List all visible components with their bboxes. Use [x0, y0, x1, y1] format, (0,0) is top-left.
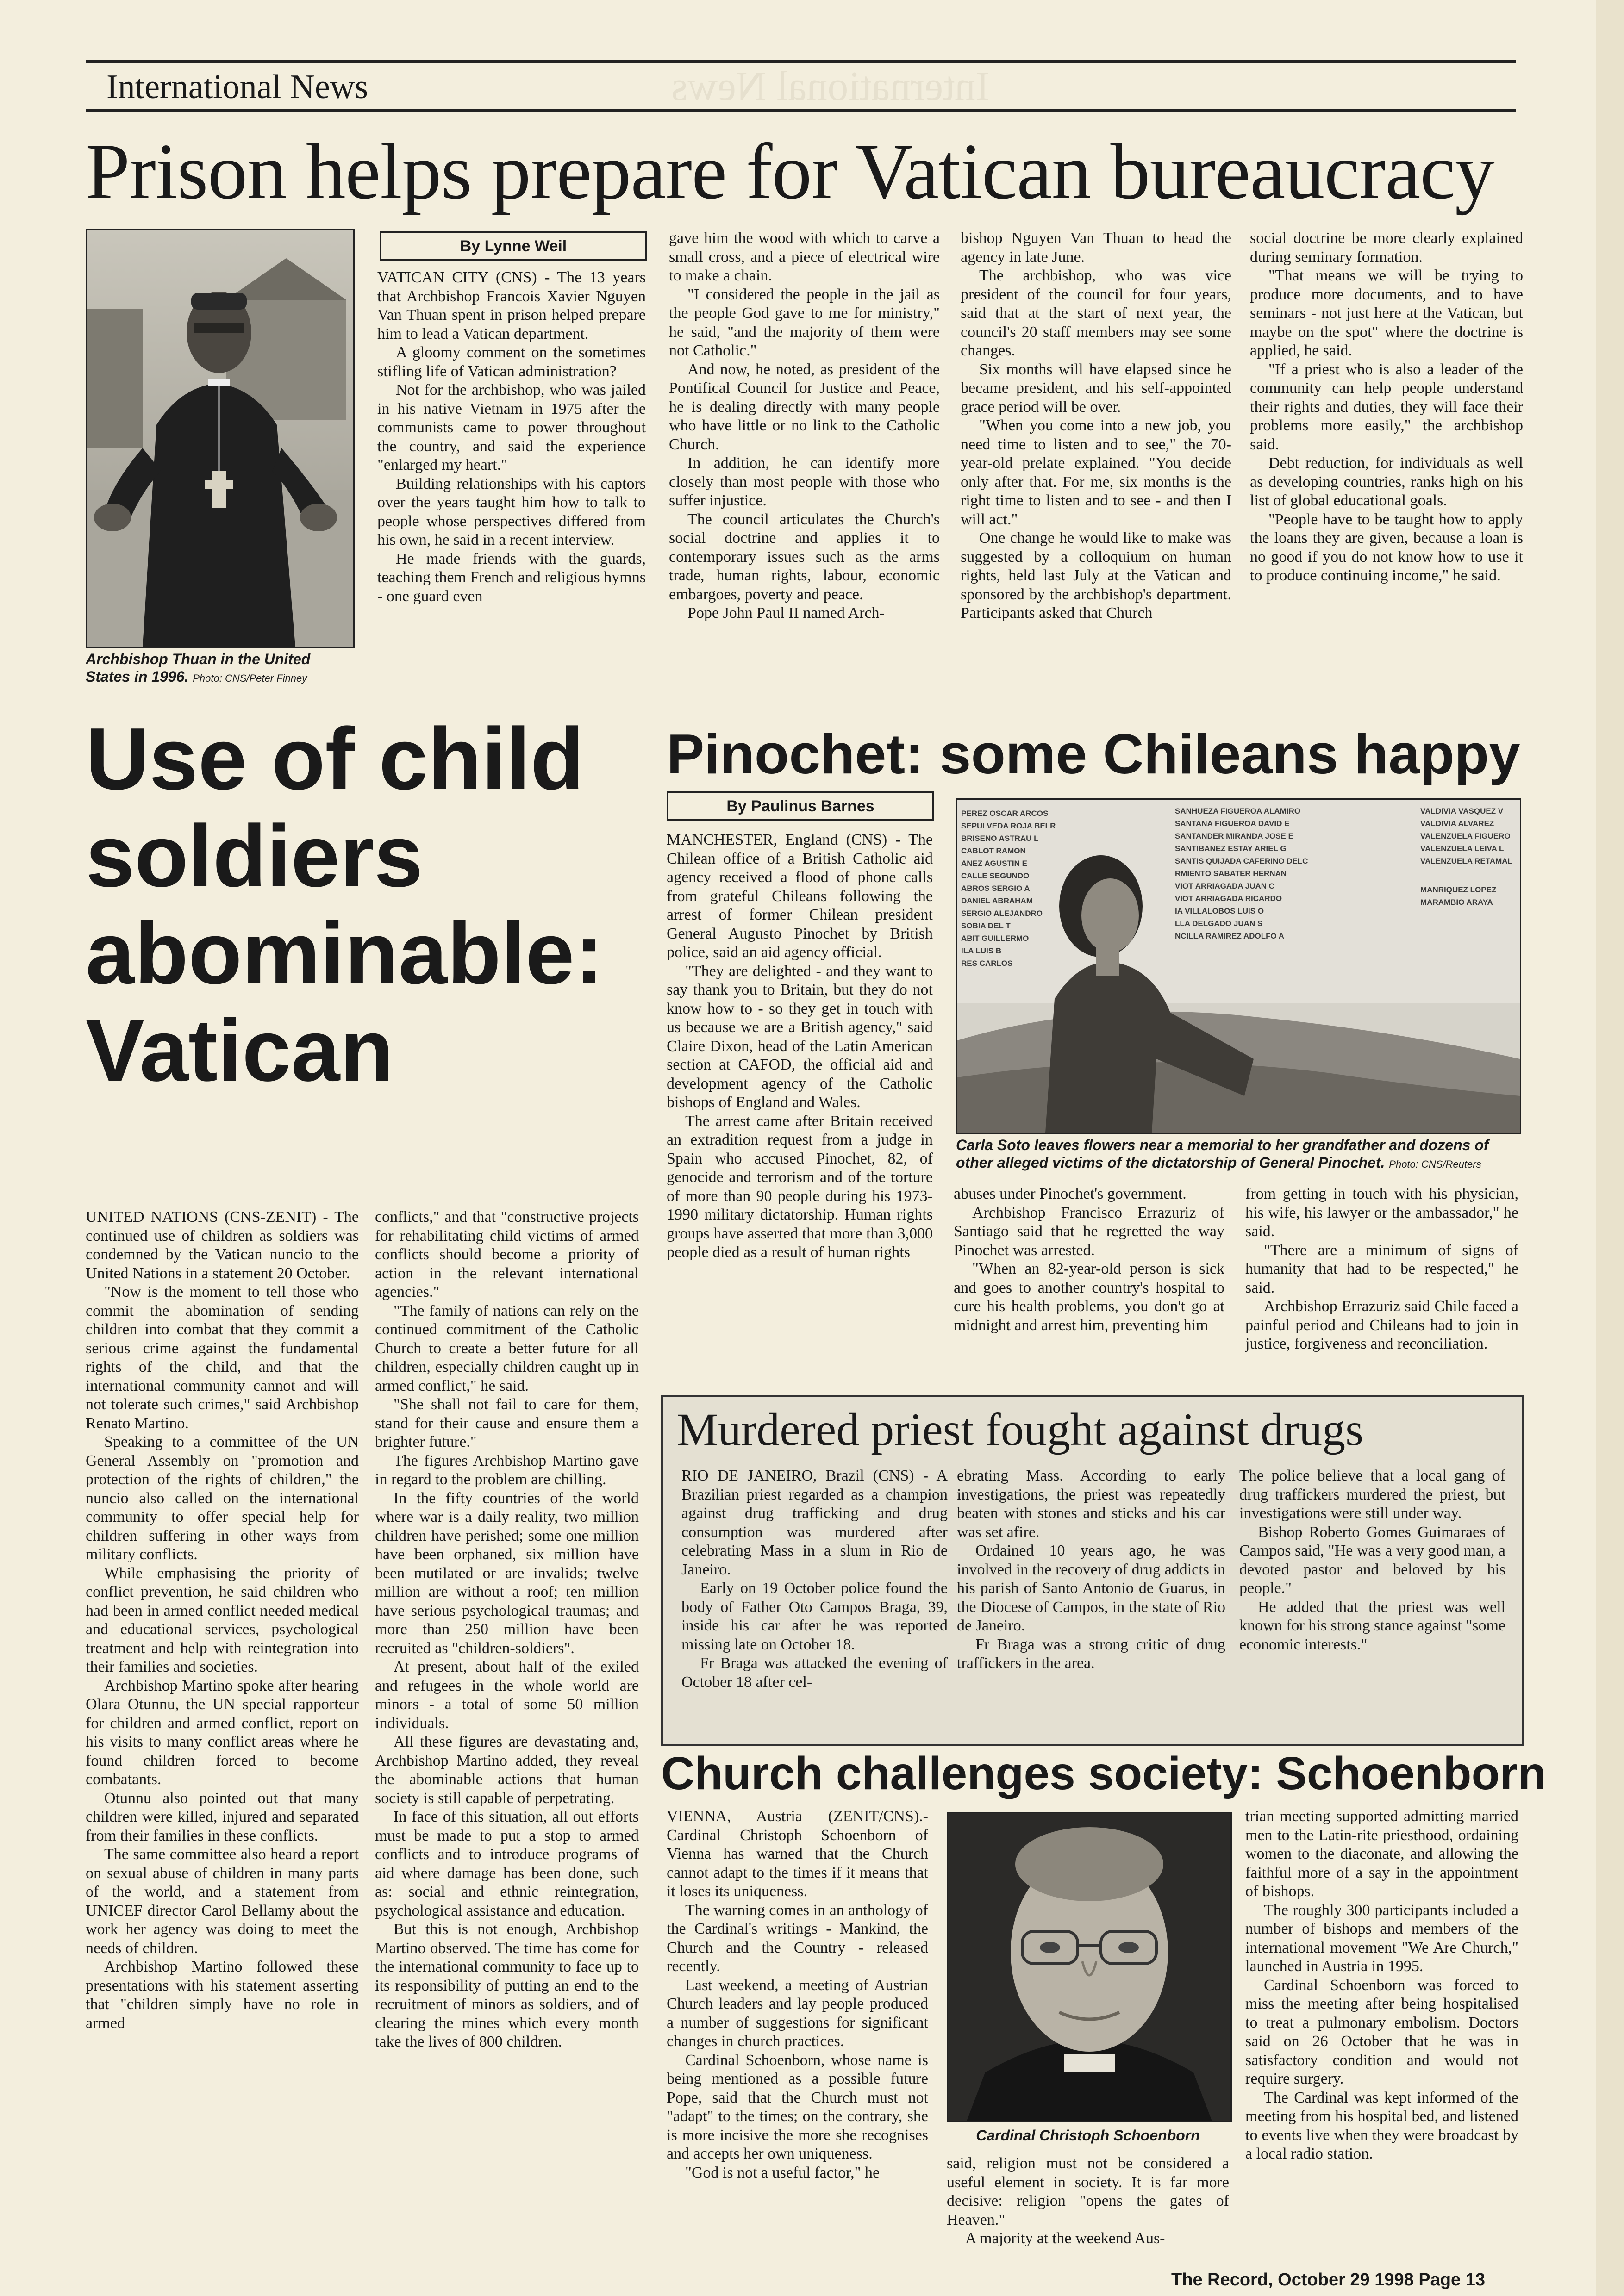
memorial-name: ABROS SERGIO A: [961, 884, 1030, 893]
paragraph: "There are a minimum of signs of humanity that had to be respected," he said.: [1245, 1241, 1518, 1296]
memorial-name: CALLE SEGUNDO: [961, 871, 1030, 880]
paragraph: gave him the wood with which to carve a small cross, and a piece of electrical wire to make a chain.: [669, 230, 940, 284]
story4-column-1: [681, 1467, 948, 1692]
paragraph: "People have to be taught how to apply the loans they are given, because a loan is no good if you do not know how to use it to produce continuing income," he said.: [1250, 510, 1523, 584]
memorial-name: MARAMBIO ARAYA: [1420, 898, 1493, 907]
memorial-name: LLA DELGADO JUAN S: [1175, 919, 1263, 928]
paragraph: One change he would like to make was suggested by a colloquium on human rights, held last July at the Vatican and sponsored by the archbishop's department. Participants asked that Church: [961, 529, 1231, 622]
story3-column-1: [667, 831, 933, 1262]
paragraph: While emphasising the priority of conflict prevention, he said children who had been in armed conflict needed medical and educational services, psychological treatment and help with reintegration into their families and societies.: [86, 1564, 359, 1675]
page-edge-shadow: [1596, 0, 1624, 2296]
memorial-name: MANRIQUEZ LOPEZ: [1420, 885, 1497, 894]
paragraph: MANCHESTER, England (CNS) - The Chilean office of a British Catholic aid agency received a flood of phone calls from grateful Chileans following the arrest of former Chilean president General Augusto Pinochet by British police, said an aid agency official.: [667, 831, 933, 961]
paragraph: ebrating Mass. According to early investigations, the priest was repeatedly beaten with stones and sticks and his car was set afire.: [957, 1467, 1225, 1541]
paragraph: The same committee also heard a report on sexual abuse of children in many parts of the world, and a statement from UNICEF director Carol Bellamy about the work her agency was doing to meet the needs of children.: [86, 1846, 359, 1957]
story5-caption: Cardinal Christoph Schoenborn: [976, 2127, 1200, 2144]
memorial-name: DANIEL ABRAHAM: [961, 896, 1033, 905]
paragraph: "I considered the people in the jail as the people God gave to me for ministry," he said, "and the majority of them were not Catholic.": [669, 286, 940, 359]
paragraph: The archbishop, who was vice president of the council for four years, said that at the start of next year, the council's 20 staff members may see some changes.: [961, 267, 1231, 359]
paragraph: VIENNA, Austria (ZENIT/CNS).- Cardinal Christoph Schoenborn of Vienna has warned that the Church cannot adapt to the times if it means that it loses its uniqueness.: [667, 1808, 928, 1900]
story1-caption-text: Archbishop Thuan in the United States in 1996.: [86, 651, 311, 685]
memorial-name: SANHUEZA FIGUEROA ALAMIRO: [1175, 807, 1301, 815]
paragraph: "That means we will be trying to produce more documents, and to have seminars - not just here at the Vatican, but maybe on the spot" where the doctrine is applied, he said.: [1250, 267, 1523, 359]
story5-column-3: [1245, 1807, 1518, 2164]
paragraph: bishop Nguyen Van Thuan to head the agency in late June.: [961, 230, 1231, 266]
paragraph: "Now is the moment to tell those who commit the abomination of sending children into combat that they commit a serious crime against the fundamental rights of the child, and that the international community cannot and will not tolerate such crimes," said Archbishop Renato Martino.: [86, 1283, 359, 1432]
memorial-name: SANTIS QUIJADA CAFERINO DELC: [1175, 857, 1308, 865]
paragraph: The warning comes in an anthology of the Cardinal's writings - Mankind, the Church and the Country - released recently.: [667, 1901, 928, 1975]
story3-photo-credit: Photo: CNS/Reuters: [1389, 1158, 1481, 1170]
paragraph: said, religion must not be considered a useful element in society. It is far more decisive: religion "opens the gates of Heaven.": [947, 2155, 1229, 2228]
paragraph: Debt reduction, for individuals as well as developing countries, ranks high on his list of global educational goals.: [1250, 454, 1523, 509]
story3-byline: By Paulinus Barnes: [667, 791, 934, 821]
story5-photo: [947, 1812, 1232, 2122]
paragraph: Speaking to a committee of the UN General Assembly on "promotion and protection of the rights of children," the nuncio also called on the international community to offer special help for children suffering in other ways from military conflicts.: [86, 1433, 359, 1563]
memorial-name: VALDIVIA ALVAREZ: [1420, 819, 1494, 828]
story1-column-3: [961, 229, 1231, 623]
section-label: International News: [106, 68, 369, 106]
memorial-name: VALENZUELA RETAMAL: [1420, 857, 1512, 865]
paragraph: In addition, he can identify more closely than most people with those who suffer injustice.: [669, 454, 940, 509]
paragraph: Otunnu also pointed out that many children were killed, injured and separated from their families in these conflicts.: [86, 1789, 359, 1844]
story3-caption: [956, 1136, 1521, 1173]
memorial-name: RMIENTO SABATER HERNAN: [1175, 869, 1287, 878]
paragraph: Archbishop Errazuriz said Chile faced a painful period and Chileans had to join in justice, forgiveness and reconciliation.: [1245, 1298, 1518, 1352]
paragraph: "God is not a useful factor," he: [685, 2164, 880, 2181]
headline-line: soldiers: [86, 807, 423, 905]
paragraph: "She shall not fail to care for them, stand for their cause and ensure them a brighter future.": [375, 1396, 639, 1450]
paragraph: A gloomy comment on the sometimes stifling life of Vatican administration?: [377, 344, 646, 380]
memorial-name: VALENZUELA LEIVA L: [1420, 844, 1504, 853]
paragraph: UNITED NATIONS (CNS-ZENIT) - The continued use of children as soldiers was condemned by the Vatican nuncio to the United Nations in a statement 20 October.: [86, 1208, 359, 1282]
memorial-name: ILA LUIS B: [961, 946, 1002, 955]
story1-headline: Prison helps prepare for Vatican bureaucracy: [86, 128, 1494, 216]
paragraph: All these figures are devastating and, Archbishop Martino added, they reveal the abominable actions that human society is still capable of perpetrating.: [375, 1733, 639, 1807]
paragraph: Last weekend, a meeting of Austrian Church leaders and lay people produced a number of suggestions for significant changes in church practices.: [667, 1976, 928, 2050]
story3-photo: [956, 798, 1521, 1134]
paragraph: Cardinal Schoenborn, whose name is being mentioned as a possible future Pope, said that the Church must not "adapt" to the times; on the contrary, she is more incisive the more she recognises and accepts her own uniqueness.: [667, 2051, 928, 2162]
page-footer: The Record, October 29 1998 Page 13: [1171, 2270, 1485, 2290]
memorial-name: SANTANA FIGUEROA DAVID E: [1175, 819, 1290, 828]
memorial-name: SEPULVEDA ROJA BELR: [961, 821, 1056, 830]
paragraph: RIO DE JANEIRO, Brazil (CNS) - A Brazilian priest regarded as a champion against drug trafficking and drug consumption was murdered after celebrating Mass in a slum in Rio de Janeiro.: [681, 1467, 948, 1578]
memorial-wall-photo-icon: [957, 800, 1520, 1133]
paragraph: Archbishop Martino followed these presentations with his statement asserting that "children simply have no role in armed: [86, 1958, 359, 2032]
paragraph: The roughly 300 participants included a number of bishops and members of the international movement "We Are Church," launched in Austria in 1995.: [1245, 1901, 1518, 1975]
paragraph: "They are delighted - and they want to say thank you to Britain, but they do not know how to - so they get in touch with us because we are a British agency," said Claire Dixon, head of the Latin American section at CAFOD, the official aid and development agency of the Catholic bishops of England and Wales.: [667, 962, 933, 1111]
headline-line: Vatican: [86, 1002, 394, 1100]
memorial-name: RES CARLOS: [961, 959, 1013, 968]
story3-headline: Pinochet: some Chileans happy: [667, 722, 1520, 785]
headline-line: Use of child: [86, 710, 584, 808]
paragraph: Six months will have elapsed since he became president, and his self-appointed grace period will be over.: [961, 361, 1231, 416]
paragraph: And now, he noted, as president of the Pontifical Council for Justice and Peace, he is dealing directly with many people who have little or no link to the Catholic Church.: [669, 361, 940, 453]
memorial-name: SERGIO ALEJANDRO: [961, 909, 1043, 918]
memorial-name: SOBIA DEL T: [961, 921, 1011, 930]
paragraph: Fr Braga was attacked the evening of October 18 after cel-: [681, 1655, 948, 1691]
paragraph: conflicts," and that "constructive projects for rehabilitating child victims of armed conflicts should become a priority of action in the relevant international agencies.": [375, 1208, 639, 1300]
paragraph: Pope John Paul II named Arch-: [687, 604, 885, 622]
show-through-text: International News: [671, 63, 990, 109]
paragraph: Building relationships with his captors over the years taught him how to talk to people whose perspectives differed from his own, he said in a recent interview.: [377, 475, 646, 548]
paragraph: Not for the archbishop, who was jailed in his native Vietnam in 1975 after the communists came to power throughout the country, and said the experience "enlarged my heart.": [377, 381, 646, 473]
memorial-name: BRISENO ASTRAU L: [961, 834, 1039, 843]
story2-column-1: [86, 1208, 359, 2033]
paragraph: But this is not enough, Archbishop Martino observed. The time has come for the international community to face up to its responsibility of putting an end to the recruitment of minors as soldiers, and of clearing the mines which every month take the lives of 800 children.: [375, 1921, 639, 2050]
paragraph: trian meeting supported admitting married men to the Latin-rite priesthood, ordaining women to the diaconate, and allowing the faithful more of a say in the appointment of bishops.: [1245, 1808, 1518, 1900]
paragraph: Ordained 10 years ago, he was involved in the recovery of drug addicts in his parish of Santo Antonio de Guarus, in the Diocese of Campos, in the state of Rio de Janeiro.: [957, 1542, 1225, 1634]
story5-column-2: [947, 2154, 1229, 2248]
story4-headline: Murdered priest fought against drugs: [677, 1404, 1364, 1455]
paragraph: Fr Braga was a strong critic of drug traffickers in the area.: [957, 1636, 1225, 1672]
paragraph: Archbishop Martino spoke after hearing Olara Otunnu, the UN special rapporteur for children and armed conflict, report on his visits to many conflict areas where he found children forced to become combatants.: [86, 1677, 359, 1788]
story5-headline: Church challenges society: Schoenborn: [661, 1748, 1546, 1799]
story5-column-1: [667, 1807, 928, 2182]
paragraph: "When an 82-year-old person is sick and goes to another country's hospital to cure his health problems, you don't go at midnight and arrest him, preventing him: [954, 1260, 1224, 1334]
paragraph: "When you come into a new job, you need time to listen and to see," the 70-year-old prelate explained. "You decide only after that. For me, six months is the right time to listen and to see - and then I will act.": [961, 417, 1231, 528]
memorial-name: SANTANDER MIRANDA JOSE E: [1175, 832, 1293, 840]
story3-caption-text: Carla Soto leaves flowers near a memorial to her grandfather and dozens of other alleged victims of the dictatorship of General Pinochet.: [956, 1137, 1489, 1171]
paragraph: Cardinal Schoenborn was forced to miss the meeting after being hospitalised to treat a pulmonary embolism. Doctors said on 26 October that he was in satisfactory condition and would not require surgery.: [1245, 1976, 1518, 2087]
paragraph: The arrest came after Britain received an extradition request from a judge in Spain who accused Pinochet, 82, of genocide and terrorism and of the torture of more than 90 people during his 1973-1990 military dictatorship. Human rights groups have asserted that more than 3,000 people died as a result of human rights: [667, 1112, 933, 1261]
paragraph: He made friends with the guards, teaching them French and religious hymns - one guard even: [377, 550, 646, 605]
story2-headline: [86, 710, 641, 1099]
memorial-name: ANEZ AGUSTIN E: [961, 859, 1027, 868]
paragraph: The Cardinal was kept informed of the meeting from his hospital bed, and listened to events live when they were broadcast by a local radio station.: [1245, 2089, 1518, 2162]
paragraph: A majority at the weekend Aus-: [965, 2230, 1165, 2247]
headline-line: abominable:: [86, 904, 604, 1002]
paragraph: "The family of nations can rely on the continued commitment of the Catholic Church to create a better future for all children, especially children caught up in armed conflict," he said.: [375, 1302, 639, 1394]
memorial-name: SANTIBANEZ ESTAY ARIEL G: [1175, 844, 1287, 853]
story1-photo-credit: Photo: CNS/Peter Finney: [193, 672, 307, 684]
story1-byline: By Lynne Weil: [380, 231, 647, 261]
memorial-name: NCILLA RAMIREZ ADOLFO A: [1175, 932, 1285, 940]
paragraph: from getting in touch with his physician, his wife, his lawyer or the ambassador," he said.: [1245, 1185, 1518, 1240]
section-header: [86, 60, 1516, 112]
story1-caption: [86, 650, 359, 687]
paragraph: In face of this situation, all out efforts must be made to put a stop to armed conflicts and to introduce programs of aid where damage has been done, such as: social and ethnic reintegration, psychological assistance and education.: [375, 1808, 639, 1919]
story4-column-3: [1239, 1467, 1505, 1654]
story3-column-2: [954, 1185, 1224, 1335]
memorial-name: CABLOT RAMON: [961, 846, 1026, 855]
memorial-name: VIOT ARRIAGADA RICARDO: [1175, 894, 1282, 903]
story4-column-2: [957, 1467, 1225, 1673]
memorial-name: VALENZUELA FIGUERO: [1420, 832, 1511, 840]
paragraph: VATICAN CITY (CNS) - The 13 years that Archbishop Francois Xavier Nguyen Van Thuan spent in prison helped prepare him to lead a Vatican department.: [377, 269, 646, 342]
paragraph: Early on 19 October police found the body of Father Oto Campos Braga, 39, inside his car after he was reported missing late on October 18.: [681, 1580, 948, 1653]
paragraph: The figures Archbishop Martino gave in regard to the problem are chilling.: [375, 1452, 639, 1488]
paragraph: In the fifty countries of the world where war is a daily reality, two million children have perished; some one million have been orphaned, six million have been mutilated or are invalids; twelve million are without a roof; ten million have serious psychological traumas; and more than 250 million have been recruited as "children-soldiers".: [375, 1489, 639, 1657]
paragraph: The council articulates the Church's social doctrine and applies it to contemporary issues such as the arms trade, human rights, labour, economic embargoes, poverty and peace.: [669, 510, 940, 603]
memorial-name: VIOT ARRIAGADA JUAN C: [1175, 882, 1275, 890]
paragraph: Archbishop Francisco Errazuriz of Santiago said that he regretted the way Pinochet was arrested.: [954, 1204, 1224, 1259]
memorial-name: IA VILLALOBOS LUIS O: [1175, 907, 1264, 915]
story1-photo: [86, 229, 355, 648]
story1-column-2: [669, 229, 940, 623]
story4-box: [661, 1395, 1524, 1746]
paragraph: The police believe that a local gang of drug traffickers murdered the priest, but investigations were still under way.: [1239, 1467, 1505, 1522]
cardinal-portrait-icon: [948, 1813, 1230, 2121]
story1-column-4: [1250, 229, 1523, 585]
paragraph: abuses under Pinochet's government.: [954, 1185, 1187, 1202]
memorial-name: ABIT GUILLERMO: [961, 934, 1029, 943]
paragraph: social doctrine be more clearly explained during seminary formation.: [1250, 230, 1523, 266]
story1-column-1: [377, 268, 646, 606]
archbishop-portrait-icon: [87, 230, 353, 647]
paragraph: Bishop Roberto Gomes Guimaraes of Campos said, "He was a very good man, a devoted pastor and beloved by his people.": [1239, 1523, 1505, 1597]
story3-column-3: [1245, 1185, 1518, 1354]
memorial-name: VALDIVIA VASQUEZ V: [1420, 807, 1504, 815]
paragraph: He added that the priest was well known for his strong stance against "some economic interests.": [1239, 1598, 1505, 1653]
paragraph: At present, about half of the exiled and refugees in the whole world are minors - a total of some 50 million individuals.: [375, 1658, 639, 1732]
memorial-name: PEREZ OSCAR ARCOS: [961, 809, 1049, 818]
paragraph: "If a priest who is also a leader of the community can help people understand their rights and duties, they will face their problems more easily," the archbishop said.: [1250, 361, 1523, 453]
story2-column-2: [375, 1208, 639, 2052]
